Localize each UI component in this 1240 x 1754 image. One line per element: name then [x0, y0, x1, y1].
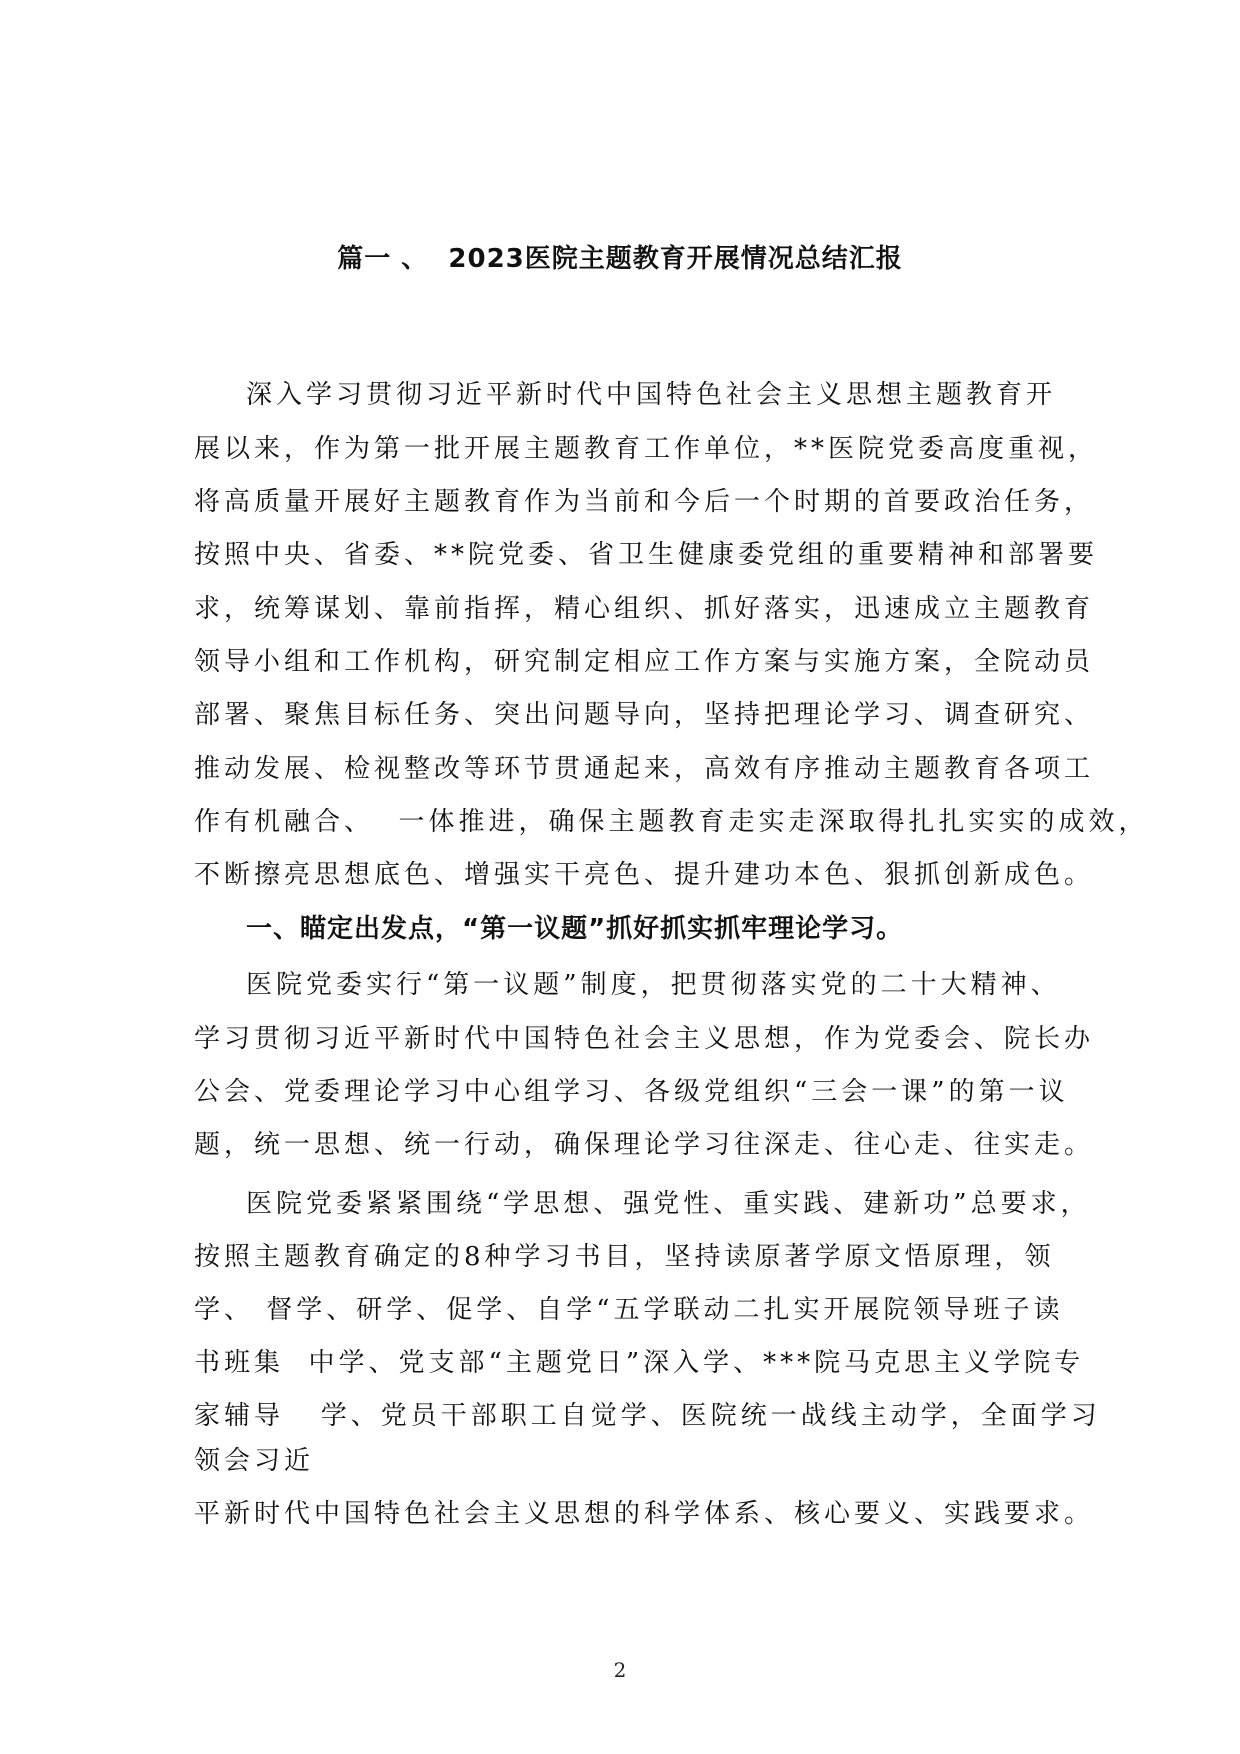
paragraph-3-line-6: 领会习近 [194, 1446, 315, 1476]
paragraph-1-line-8: 推动发展、检视整改等环节贯通起来，高效有序推动主题教育各项工 [194, 754, 1095, 784]
document-title: 篇一 、 2023医院主题教育开展情况总结汇报 [337, 244, 903, 274]
paragraph-3-line-1: 医院党委紧紧围绕“学思想、强党性、重实践、建新功”总要求， [246, 1189, 1091, 1219]
paragraph-3-line-2: 按照主题教育确定的8种学习书目，坚持读原著学原文悟原理，领 [194, 1242, 1055, 1272]
paragraph-2-line-4: 题，统一思想、统一行动，确保理论学习往深走、往心走、往实走。 [194, 1130, 1095, 1160]
paragraph-1-line-2: 展以来，作为第一批开展主题教育工作单位，**医院党委高度重视， [194, 434, 1099, 464]
page-number: 2 [613, 1658, 627, 1682]
paragraph-1-line-1: 深入学习贯彻习近平新时代中国特色社会主义思想主题教育开 [246, 380, 1057, 410]
paragraph-1-line-6: 领导小组和工作机构，研究制定相应工作方案与实施方案，全院动员 [194, 647, 1095, 677]
section-heading-1: 一、瞄定出发点，“第一议题”抓好抓实抓牢理论学习。 [246, 914, 904, 944]
paragraph-1-line-4: 按照中央、省委、**院党委、省卫生健康委党组的重要精神和部署要 [194, 540, 1099, 570]
paragraph-1-line-5: 求，统筹谋划、靠前指挥，精心组织、抓好落实，迅速成立主题教育 [194, 594, 1095, 624]
paragraph-2-line-1: 医院党委实行“第一议题”制度，把贯彻落实党的二十大精神、 [246, 970, 1061, 1000]
paragraph-2-line-3: 公会、党委理论学习中心组学习、各级党组织“三会一课”的第一议 [194, 1077, 1069, 1107]
paragraph-3-line-5: 家辅导 学、党员干部职工自觉学、医院统一战线主动学，全面学习 [194, 1401, 1101, 1431]
paragraph-3-line-3: 学、 督学、研学、促学、自学“五学联动二扎实开展院领导班子读 [194, 1295, 1064, 1325]
paragraph-3-line-4: 书班集 中学、党支部“主题党日”深入学、***院马克思主义学院专 [194, 1348, 1085, 1378]
paragraph-1-line-3: 将高质量开展好主题教育作为当前和今后一个时期的首要政治任务， [194, 487, 1095, 517]
paragraph-3-line-7: 平新时代中国特色社会主义思想的科学体系、核心要义、实践要求。 [194, 1499, 1095, 1529]
paragraph-1-line-7: 部署、聚焦目标任务、突出问题导向，坚持把理论学习、调查研究、 [194, 700, 1095, 730]
paragraph-1-line-9: 作有机融合、 一体推进，确保主题教育走实走深取得扎扎实实的成效， [194, 807, 1149, 837]
paragraph-2-line-2: 学习贯彻习近平新时代中国特色社会主义思想，作为党委会、院长办 [194, 1024, 1095, 1054]
paragraph-1-line-10: 不断擦亮思想底色、增强实干亮色、提升建功本色、狠抓创新成色。 [194, 860, 1095, 890]
